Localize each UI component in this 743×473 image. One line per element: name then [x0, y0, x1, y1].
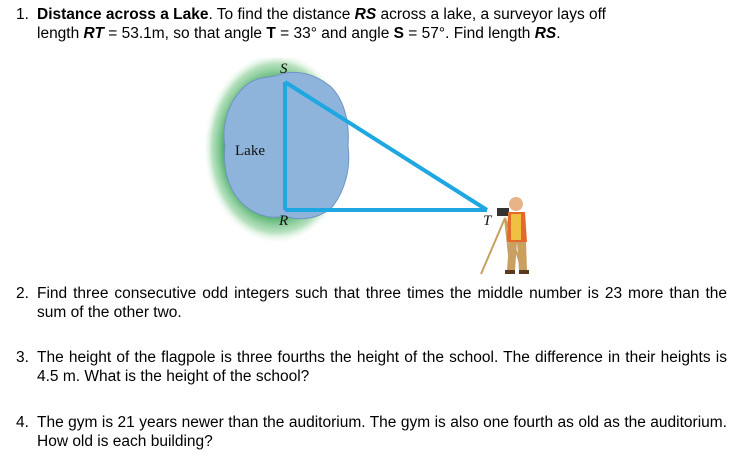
- lake-diagram: [205, 58, 565, 280]
- problem-number: 3.: [16, 349, 29, 366]
- angle-label: S: [393, 25, 404, 42]
- vertex-label-s: S: [280, 61, 288, 77]
- text-fragment: across a lake, a surveyor lays off: [376, 6, 606, 23]
- lake-label: Lake: [235, 143, 265, 159]
- text-fragment: = 53.1m, so that angle: [103, 25, 267, 42]
- vertex-label-t: T: [483, 213, 492, 229]
- vertex-label-r: R: [279, 213, 289, 229]
- text-fragment: length: [37, 25, 84, 42]
- problem-title: Distance across a Lake: [37, 6, 209, 23]
- lake-figure: [205, 58, 565, 280]
- problem-text: The gym is 21 years newer than the auditorium. The gym is also one fourth as old as the auditorium. How old is each building?: [37, 414, 727, 450]
- angle-label: T: [266, 25, 276, 42]
- problem-number: 4.: [16, 414, 29, 431]
- text-fragment: .: [556, 25, 561, 42]
- segment-label: RS: [534, 25, 557, 42]
- text-fragment: = 57°. Find length: [404, 25, 535, 42]
- segment-label: RS: [354, 6, 377, 23]
- text-fragment: . To find the distance: [208, 6, 355, 23]
- surveyor-figure: [481, 197, 529, 274]
- problem-text: [37, 5, 727, 43]
- segment-label: RT: [83, 25, 104, 42]
- problem-text: Find three consecutive odd integers such that three times the middle number is 23 more than the sum of the other two.: [37, 285, 727, 321]
- problem-number: 2.: [16, 285, 29, 302]
- problem-number: 1.: [16, 6, 29, 23]
- problem-text: The height of the flagpole is three fourths the height of the school. The difference in their heights is 4.5 m. What is the height of the school?: [37, 349, 727, 385]
- text-fragment: = 33° and angle: [275, 25, 394, 42]
